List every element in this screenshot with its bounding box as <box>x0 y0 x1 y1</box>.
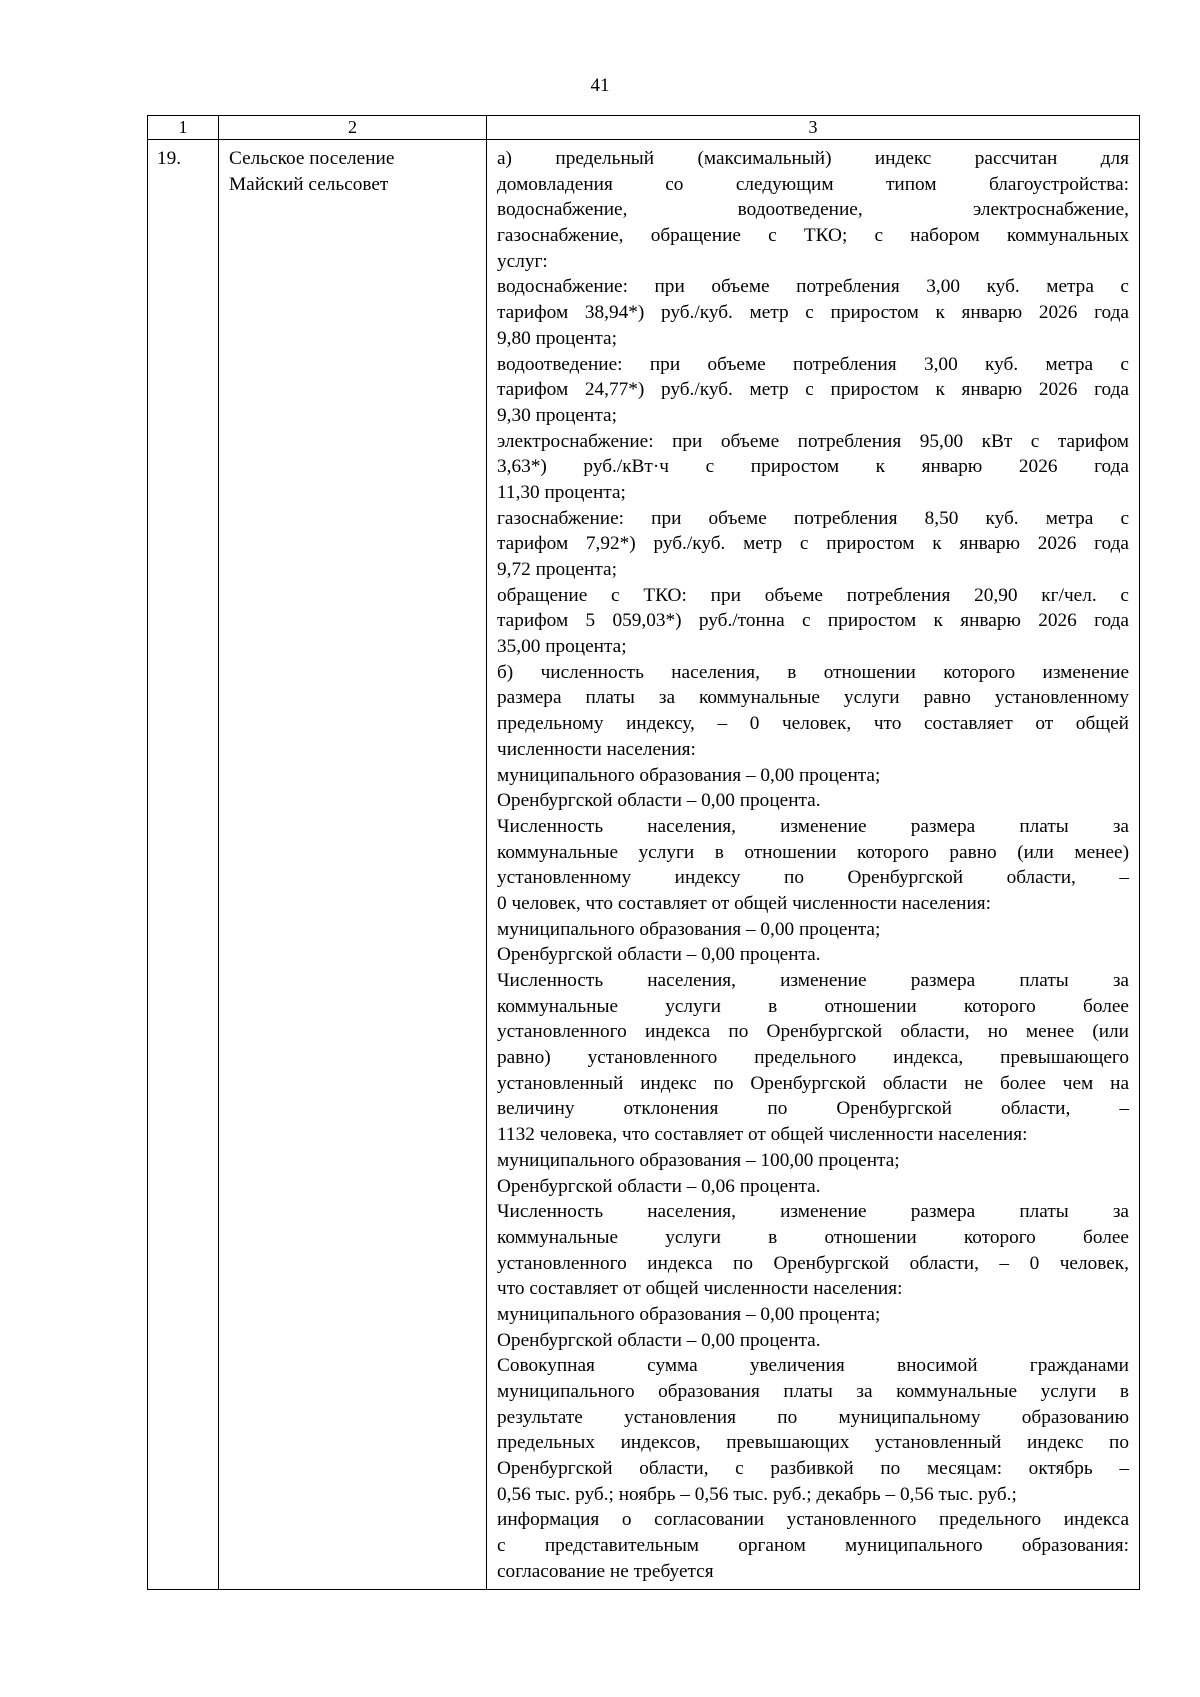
description-line: коммунальные услуги в отношении которого более <box>497 1226 1129 1248</box>
data-table <box>147 115 1140 1590</box>
column-header-3: 3 <box>487 116 1140 140</box>
description-line: коммунальные услуги в отношении которого равно (или менее) <box>497 841 1129 863</box>
description-line: электроснабжение: при объеме потребления 95,00 кВт с тарифом <box>497 430 1129 452</box>
description-line: водоснабжение, водоотведение, электроснабжение, <box>497 199 1129 221</box>
description-line: муниципального образования – 0,00 процента; <box>497 1303 881 1325</box>
description-line: Оренбургской области, с разбивкой по месяцам: октябрь – <box>497 1458 1129 1480</box>
description-line: предельных индексов, превышающих установленный индекс по <box>497 1432 1129 1454</box>
description-line: тарифом 38,94*) руб./куб. метр с приростом к январю 2026 года <box>497 302 1129 324</box>
page-number: 41 <box>590 75 610 96</box>
description-line: газоснабжение: при объеме потребления 8,50 куб. метра с <box>497 507 1129 529</box>
description-line: 0 человек, что составляет от общей численности населения: <box>497 892 991 914</box>
description-line: величину отклонения по Оренбургской области, – <box>497 1098 1129 1120</box>
description-line: 11,30 процента; <box>497 481 626 503</box>
table-row <box>148 140 1140 1590</box>
description-line: коммунальные услуги в отношении которого более <box>497 995 1129 1017</box>
description-line: тарифом 5 059,03*) руб./тонна с приростом к январю 2026 года <box>497 610 1129 632</box>
description-line: тарифом 7,92*) руб./куб. метр с приростом к январю 2026 года <box>497 533 1129 555</box>
description-line: 1132 человека, что составляет от общей численности населения: <box>497 1124 1028 1146</box>
description-line: Численность населения, изменение размера платы за <box>497 815 1129 837</box>
description-line: тарифом 24,77*) руб./куб. метр с приростом к январю 2026 года <box>497 379 1129 401</box>
description-line: информация о согласовании установленного предельного индекса <box>497 1509 1129 1531</box>
municipality-name <box>219 140 487 1590</box>
description-line: обращение с ТКО: при объеме потребления 20,90 кг/чел. с <box>497 584 1129 606</box>
description-line: Численность населения, изменение размера платы за <box>497 970 1129 991</box>
description-line: согласование не требуется <box>497 1560 714 1582</box>
column-header-2: 2 <box>219 116 487 140</box>
description-line: 9,80 процента; <box>497 327 617 349</box>
description-line: 9,30 процента; <box>497 404 617 426</box>
description-line: б) численность населения, в отношении которого изменение <box>497 661 1129 683</box>
description-line: 0,56 тыс. руб.; ноябрь – 0,56 тыс. руб.; декабрь – 0,56 тыс. руб.; <box>497 1483 1017 1505</box>
column-header-1: 1 <box>148 116 219 140</box>
description-line: муниципального образования – 0,00 процента; <box>497 764 881 786</box>
description-line: муниципального образования платы за коммунальные услуги в <box>497 1381 1129 1402</box>
municipality-name-line: Сельское поселение <box>229 148 395 169</box>
description-line: Совокупная сумма увеличения вносимой гражданами <box>497 1355 1129 1377</box>
description-line: водоснабжение: при объеме потребления 3,00 куб. метра с <box>497 276 1129 298</box>
description-line: равно) установленного предельного индекса, превышающего <box>497 1047 1129 1069</box>
description-line: газоснабжение, обращение с ТКО; с набором коммунальных <box>497 225 1129 247</box>
description-line: численности населения: <box>497 738 696 760</box>
description-line: установленному индексу по Оренбургской области, – <box>497 867 1129 889</box>
description-line: муниципального образования – 0,00 процента; <box>497 918 881 940</box>
description-line: 3,63*) руб./кВт·ч с приростом к январю 2026 года <box>497 456 1129 478</box>
description-line: установленного индекса по Оренбургской области, но менее (или <box>497 1021 1129 1043</box>
description-line: что составляет от общей численности населения: <box>497 1278 903 1300</box>
description-line: Оренбургской области – 0,00 процента. <box>497 790 821 812</box>
description-line: Оренбургской области – 0,00 процента. <box>497 1329 821 1351</box>
description-line: муниципального образования – 100,00 процента; <box>497 1149 900 1171</box>
description-line: размера платы за коммунальные услуги равно установленному <box>497 687 1129 709</box>
description-line: а) предельный (максимальный) индекс рассчитан для <box>497 148 1129 169</box>
index-description <box>487 140 1140 1590</box>
description-line: установленного индекса по Оренбургской области, – 0 человек, <box>497 1252 1129 1274</box>
description-line: Оренбургской области – 0,00 процента. <box>497 944 821 966</box>
row-number: 19. <box>148 140 219 1590</box>
description-line: с представительным органом муниципального образования: <box>497 1535 1129 1557</box>
description-line: 35,00 процента; <box>497 636 627 658</box>
description-line: установленный индекс по Оренбургской области не более чем на <box>497 1072 1129 1094</box>
municipality-name-line: Майский сельсовет <box>229 173 389 195</box>
description-line: 9,72 процента; <box>497 559 617 580</box>
description-line: Оренбургской области – 0,06 процента. <box>497 1175 821 1197</box>
description-line: услуг: <box>497 250 548 272</box>
description-line: предельному индексу, – 0 человек, что составляет от общей <box>497 713 1129 735</box>
table-header-row <box>148 116 1140 140</box>
description-line: результате установления по муниципальному образованию <box>497 1406 1129 1428</box>
description-line: домовладения со следующим типом благоустройства: <box>497 173 1129 195</box>
description-line: водоотведение: при объеме потребления 3,00 куб. метра с <box>497 353 1129 375</box>
description-line: Численность населения, изменение размера платы за <box>497 1201 1129 1223</box>
